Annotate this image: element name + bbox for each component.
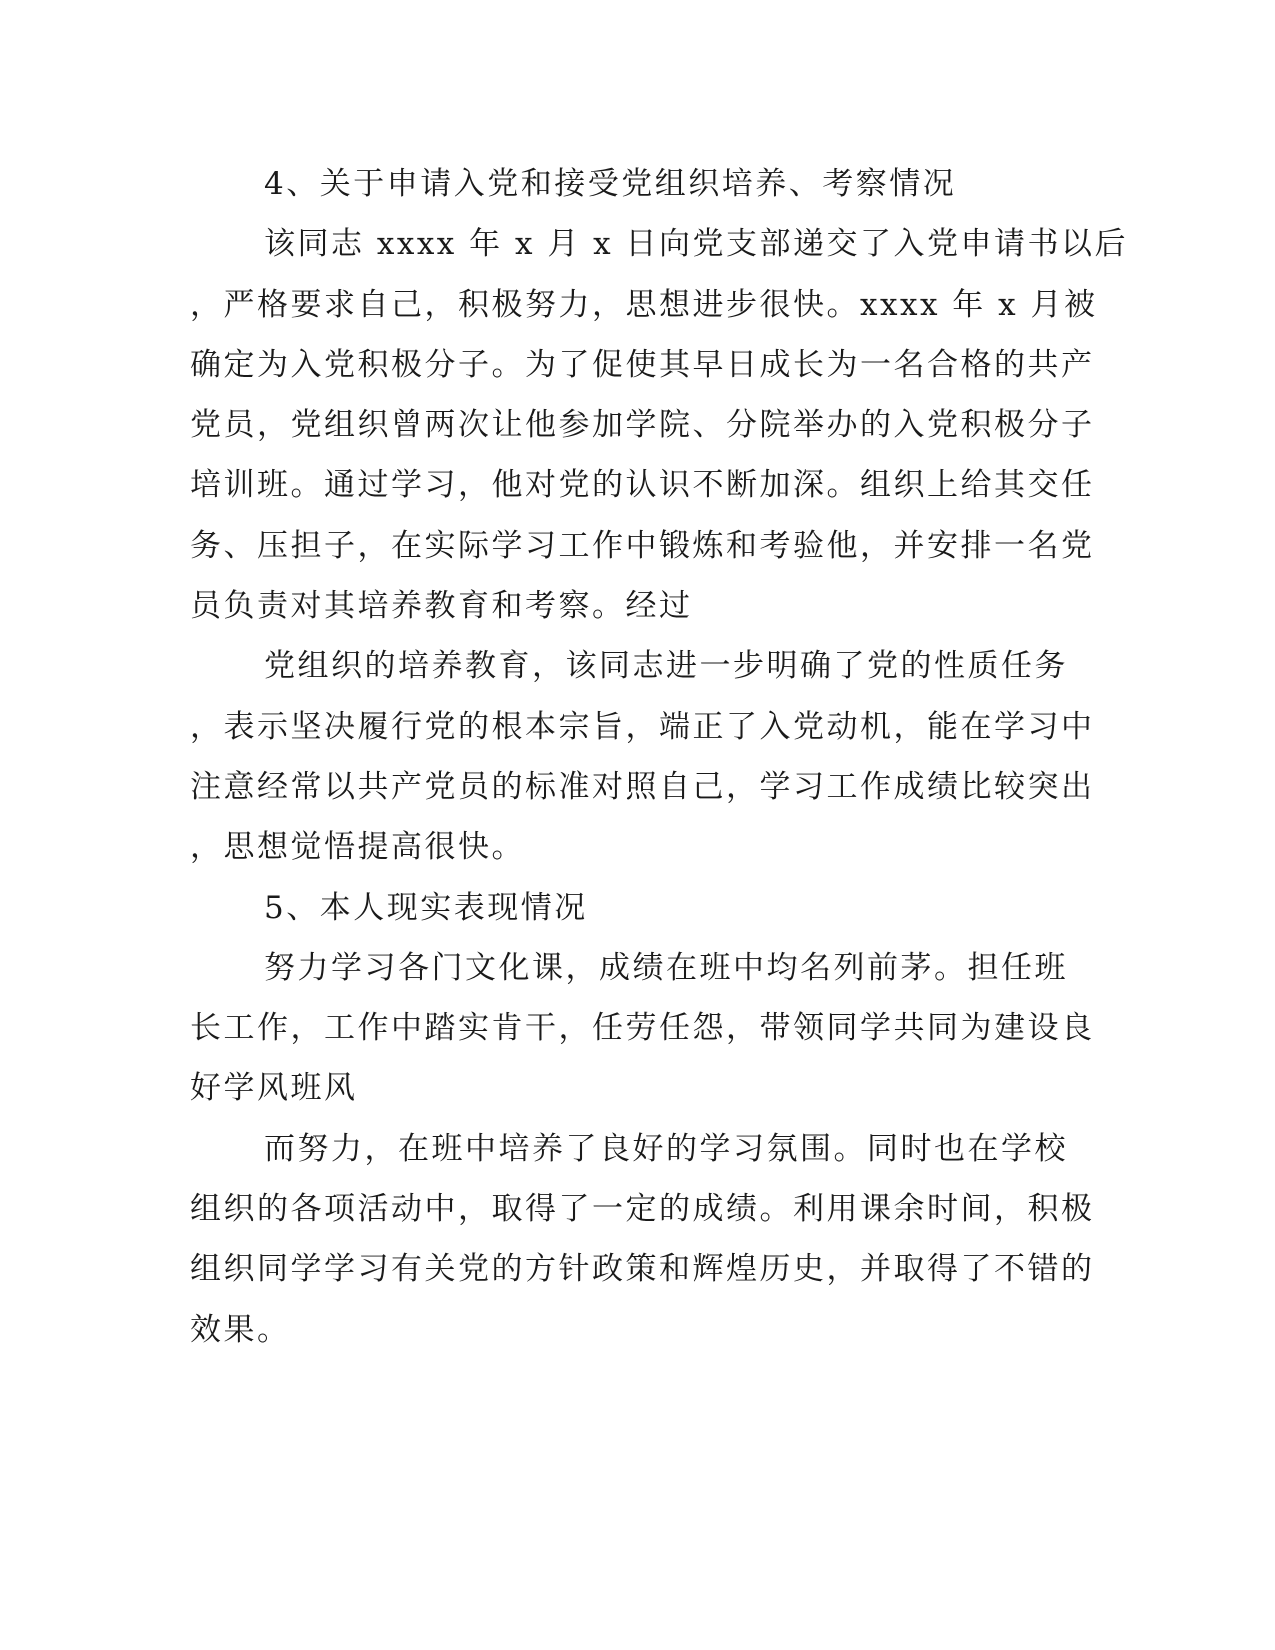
- paragraph-line: 注意经常以共产党员的标准对照自己，学习工作成绩比较突出: [190, 768, 1095, 805]
- paragraph-line: 党组织的培养教育，该同志进一步明确了党的性质任务: [264, 648, 1068, 685]
- paragraph-line: 培训班。通过学习，他对党的认识不断加深。组织上给其交任: [190, 467, 1095, 504]
- paragraph-line: 组织的各项活动中，取得了一定的成绩。利用课余时间，积极: [190, 1191, 1095, 1228]
- paragraph-line: 好学风班风: [190, 1070, 358, 1107]
- document-body: [190, 154, 1129, 1360]
- paragraph-line: 效果。: [190, 1311, 291, 1348]
- paragraph-line: 该同志 xxxx 年 x 月 x 日向党支部递交了入党申请书以后: [264, 226, 1129, 263]
- paragraph-line: ，思想觉悟提高很快。: [190, 829, 525, 866]
- paragraph-line: 而努力，在班中培养了良好的学习氛围。同时也在学校: [264, 1130, 1068, 1167]
- paragraph-line: 努力学习各门文化课，成绩在班中均名列前茅。担任班: [264, 949, 1068, 986]
- paragraph-line: 长工作，工作中踏实肯干，任劳任怨，带领同学共同为建设良: [190, 1010, 1095, 1047]
- paragraph-line: 组织同学学习有关党的方针政策和辉煌历史，并取得了不错的: [190, 1251, 1095, 1288]
- paragraph-line: 务、压担子，在实际学习工作中锻炼和考验他，并安排一名党: [190, 527, 1095, 564]
- paragraph-line: 党员，党组织曾两次让他参加学院、分院举办的入党积极分子: [190, 407, 1095, 444]
- paragraph-line: 员负责对其培养教育和考察。经过: [190, 588, 693, 625]
- paragraph-line: 确定为入党积极分子。为了促使其早日成长为一名合格的共产: [190, 346, 1095, 383]
- section-heading-4: 4、关于申请入党和接受党组织培养、考察情况: [264, 166, 957, 202]
- section-heading-5: 5、本人现实表现情况: [264, 889, 588, 926]
- paragraph-line: ，严格要求自己，积极努力，思想进步很快。xxxx 年 x 月被: [190, 286, 1098, 323]
- paragraph-line: ，表示坚决履行党的根本宗旨，端正了入党动机，能在学习中: [190, 708, 1095, 745]
